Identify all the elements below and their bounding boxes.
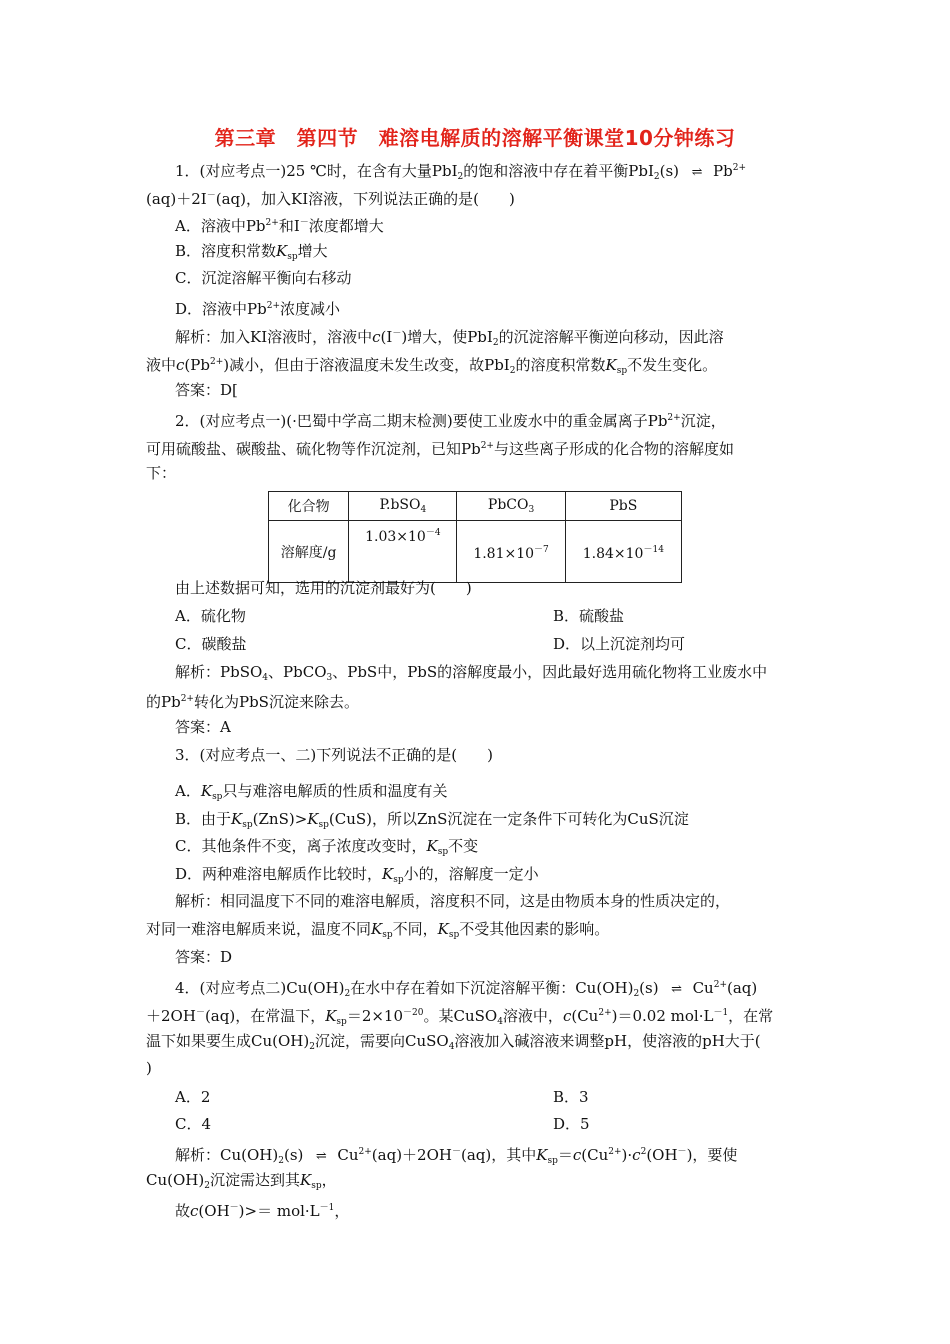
q4-option-d: D．5 [553,1115,590,1133]
table-header-row [269,492,682,521]
q2-stem-line1: 2．(对应考点一)(·巴蜀中学高二期末检测)要使工业废水中的重金属离子$Pb^{2+}$沉淀， [175,412,726,430]
q4-explanation-line3: 故$c(OH^-)>= mol\cdot L^{-1}$， [175,1202,350,1220]
q2-stem-line2: 可用硫酸盐、碳酸盐、硫化物等作沉淀剂，已知$Pb^{2+}$与这些离子形成的化合物的溶解度如 [146,440,734,458]
q2-option-a: A．硫化物 [175,607,246,625]
q1-option-d: D．溶液中$Pb^{2+}$浓度减小 [175,300,341,318]
q1-explanation-line1: 解析：加入KI溶液时，溶液中c(I－)增大，使PbI$_2$的沉淀溶解平衡逆向移动，因此溶 [175,328,724,348]
q2-options-ab [175,606,845,628]
q1-option-c: C．沉淀溶解平衡向右移动 [175,269,352,287]
q4-stem-line4: ) [146,1059,152,1077]
table-header-cell: 化合物 [269,492,349,521]
table-header-cell: PbCO$_3$ [457,492,565,521]
table-row [269,521,682,583]
table-cell: $1.84\times 10^{-14}$ [565,521,681,583]
q2-option-d: D．以上沉淀剂均可 [553,635,686,653]
q1-answer: 答案：D[ [175,381,238,399]
q2-ask: 由上述数据可知，选用的沉淀剂最好为( ) [175,579,472,597]
table-header-cell: PbS [565,492,681,521]
table-cell: $1.03\times 10^{-4}$ [349,521,457,583]
q1-option-a: A．溶液中$Pb^{2+}$和I－浓度都增大 [175,217,384,235]
q1-stem-line1: 1．(对应考点一)25 ℃时，在含有大量PbI$_2$的饱和溶液中存在着平衡PbI$_2$(s) ⇌ $Pb^{2+}$ [175,162,746,182]
q2-answer: 答案：A [175,718,231,736]
q4-option-a: A．2 [175,1088,211,1106]
q3-explanation-line1: 解析：相同温度下不同的难溶电解质，溶度积不同，这是由物质本身的性质决定的， [175,892,731,910]
equilibrium-arrow-icon: ⇌ [691,165,701,180]
q3-option-d: D．两种难溶电解质作比较时，$K_{sp}$小的，溶解度一定小 [175,865,539,885]
table-cell: 溶解度/g [269,521,349,583]
q4-stem-line1: 4．(对应考点二)$Cu(OH)_2$在水中存在着如下沉淀溶解平衡：$Cu(OH)_2(s)$ ⇌ $Cu^{2+}(aq)$ [175,979,758,999]
table-cell: $1.81\times 10^{-7}$ [457,521,565,583]
q3-option-c: C．其他条件不变，离子浓度改变时，$K_{sp}$不变 [175,837,479,857]
q2-explanation-line1: 解析：PbSO$_4$、PbCO$_3$、PbS中，PbS的溶解度最小，因此最好选用硫化物将工业废水中 [175,663,768,683]
q3-explanation-line2: 对同一难溶电解质来说，温度不同$K_{sp}$不同，$K_{sp}$不受其他因素的影响。 [146,920,610,940]
q3-option-a: A．$K_{sp}$只与难溶电解质的性质和温度有关 [175,782,448,802]
q2-explanation-line2: 的$Pb^{2+}$转化为PbS沉淀来除去。 [146,693,359,711]
q4-options-cd [175,1114,845,1136]
table-header-cell: P.bSO$_4$ [349,492,457,521]
q4-explanation-line2: $Cu(OH)_2$沉淀需达到其$K_{sp}$， [146,1171,337,1191]
q2-options-cd [175,634,845,656]
q3-answer: 答案：D [175,948,233,966]
q2-option-c: C．碳酸盐 [175,635,247,653]
equilibrium-arrow-icon: ⇌ [671,982,681,997]
solubility-table [268,491,682,583]
q3-option-b: B．由于$K_{sp}(ZnS)>K_{sp}(CuS)$，所以ZnS沉淀在一定条件下可转化为CuS沉淀 [175,810,689,830]
q3-stem: 3．(对应考点一、二)下列说法不正确的是( ) [175,746,493,764]
q4-stem-line2: ＋2OH－(aq)，在常温下，$K_{sp}=2\times 10^{-20}$。某CuSO$_4$溶液中，$c(Cu^{2+})=0.02$ $mol\cdot L^{-1}$，在常 [146,1007,774,1027]
q4-stem-line3: 温下如果要生成$Cu(OH)_2$沉淀，需要向CuSO$_4$溶液加入碱溶液来调整pH，使溶液的pH大于( [146,1032,761,1052]
q2-stem-line3: 下： [146,464,177,482]
q1-stem-line2: (aq)＋2I－(aq)，加入KI溶液，下列说法正确的是( ) [146,190,515,208]
page-title: 第三章 第四节 难溶电解质的溶解平衡课堂10分钟练习 [214,126,736,150]
q2-option-b: B．硫酸盐 [553,607,625,625]
q1-explanation-line2: 液中$c(Pb^{2+})$减小，但由于溶液温度未发生改变，故PbI$_2$的溶度积常数$K_{sp}$不发生变化。 [146,356,718,376]
q4-options-ab [175,1087,845,1109]
q4-explanation-line1: 解析：$Cu(OH)_2(s)$ ⇌ $Cu^{2+}(aq)+2OH^-(aq)$，其中$K_{sp}=c(Cu^{2+})\cdot c^2(OH^-)$，要使 [175,1146,738,1166]
q4-option-b: B．3 [553,1088,589,1106]
q4-option-c: C．4 [175,1115,212,1133]
equilibrium-arrow-icon: ⇌ [315,1149,325,1164]
q1-option-b: B．溶度积常数$K_{sp}$增大 [175,242,328,262]
